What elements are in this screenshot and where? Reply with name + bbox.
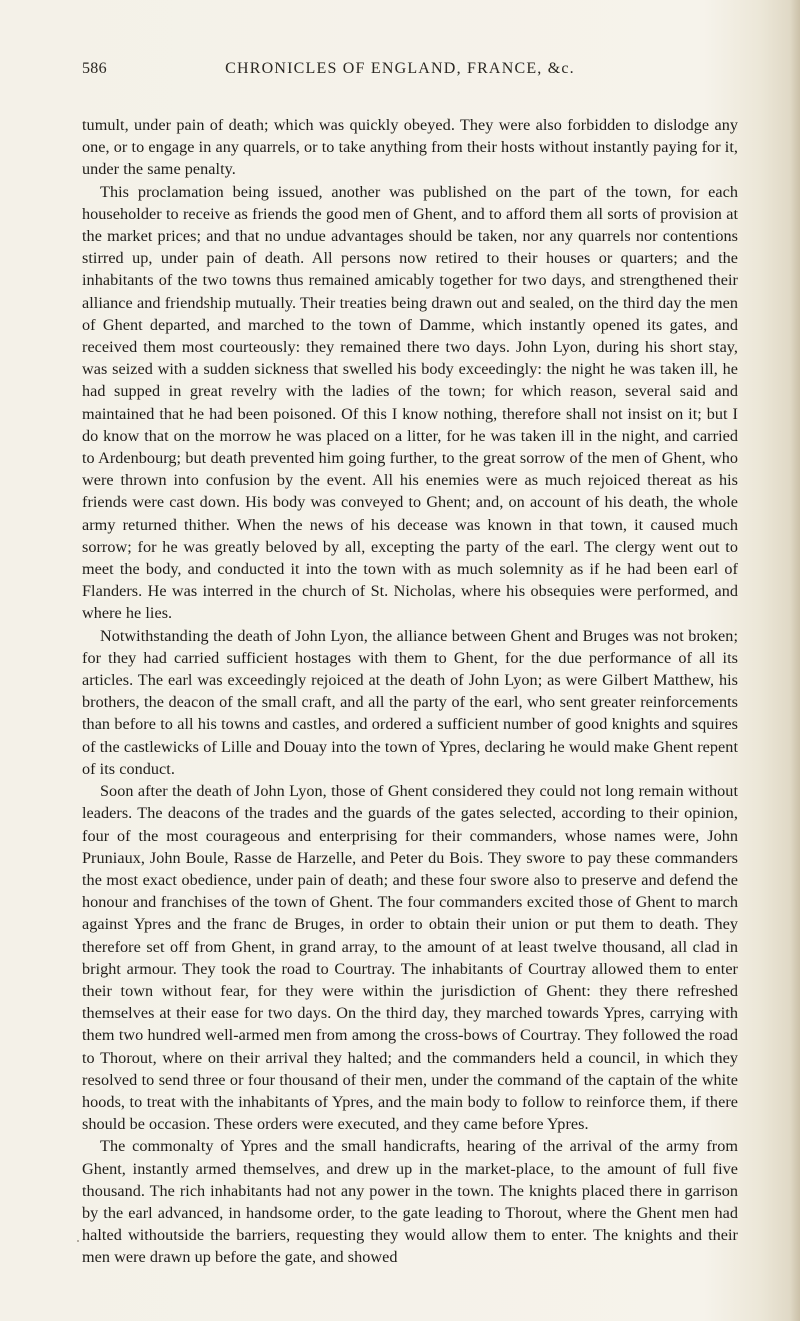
paragraph-4: Soon after the death of John Lyon, those of Ghent considered they could not long remain without leaders. The deacons of the trades and the guards of the gates selected, according to their opinion, four of the most courageous and enterprising for their commanders, whose names were, John Pruniaux, John Boule, Rasse de Harzelle, and Peter du Bois. They swore to pay these commanders the most exact obedience, under pain of death; and these four swore also to preserve and defend the honour and franchises of the town of Ghent. The four commanders excited those of Ghent to march against Ypres and the franc de Bruges, in order to obtain their union or put them to death. They therefore set off from Ghent, in grand array, to the amount of at least twelve thousand, all clad in bright armour. They took the road to Courtray. The inhabitants of Courtray allowed them to enter their town without fear, for they were within the jurisdiction of Ghent: they there refreshed themselves at their ease for two days. On the third day, they marched towards Ypres, carrying with them two hundred well-armed men from among the cross-bows of Courtray. They followed the road to Thorout, where on their arrival they halted; and the commanders held a council, in which they resolved to send three or four thousand of their men, under the command of the captain of the white hoods, to treat with the inhabitants of Ypres, and the main body to follow to reinforce them, if there should be occasion. These orders were executed, and they came before Ypres. xyxy=(82,782,738,1134)
page-edge-shadow xyxy=(790,0,800,1321)
page-header xyxy=(82,60,718,84)
paragraph-1: tumult, under pain of death; which was quickly obeyed. They were also forbidden to dislodge any one, or to engage in any quarrels, or to take anything from their hosts without instantly paying for it, under the same penalty. xyxy=(82,116,738,179)
paragraph-3: Notwithstanding the death of John Lyon, the alliance between Ghent and Bruges was not broken; for they had carried sufficient hostages with them to Ghent, for the due performance of all its articles. The earl was exceedingly rejoiced at the death of John Lyon; as were Gilbert Matthew, his brothers, the deacon of the small craft, and all the party of the earl, who sent greater reinforcements than before to all his towns and castles, and ordered a sufficient number of good knights and squires of the castlewicks of Lille and Douay into the town of Ypres, declaring he would make Ghent repent of its conduct. xyxy=(82,626,738,778)
paper-speck xyxy=(77,1240,79,1242)
page-number: 586 xyxy=(82,60,107,77)
paragraph-2: This proclamation being issued, another was published on the part of the town, for each householder to receive as friends the good men of Ghent, and to afford them all sorts of provision at the market prices; and that no undue advantages should be taken, nor any quarrels nor contentions stirred up, under pain of death. All persons now retired to their houses or quarters; and the inhabitants of the two towns thus remained amicably together for two days, and strengthened their alliance and friendship mutually. Their treaties being drawn out and sealed, on the third day the men of Ghent departed, and marched to the town of Damme, which instantly opened its gates, and received them most courteously: they remained there two days. John Lyon, during his short stay, was seized with a sudden sickness that swelled his body exceedingly: the night he was taken ill, he had supped in great revelry with the ladies of the town; for which reason, several said and maintained that he had been poisoned. Of this I know nothing, therefore shall not insist on it; but I do know that on the morrow he was placed on a litter, for he was taken ill in the night, and carried to Ardenbourg; but death prevented him going further, to the great sorrow of the men of Ghent, who were thrown into confusion by the event. All his enemies were as much rejoiced thereat as his friends were cast down. His body was conveyed to Ghent; and, on account of his death, the whole army returned thither. When the news of his decease was known in that town, it caused much sorrow; for he was greatly beloved by all, excepting the party of the earl. The clergy went out to meet the body, and conducted it into the town with as much solemnity as if he had been earl of Flanders. He was interred in the church of St. Nicholas, where his obsequies were performed, and where he lies. xyxy=(82,182,738,623)
running-head: CHRONICLES OF ENGLAND, FRANCE, &c. xyxy=(225,60,575,77)
paragraph-5: The commonalty of Ypres and the small handicrafts, hearing of the arrival of the army from Ghent, instantly armed themselves, and drew up in the market-place, to the amount of full five thousand. The rich inhabitants had not any power in the town. The knights placed there in garrison by the earl advanced, in handsome order, to the gate leading to Thorout, where the Ghent men had halted withoutside the barriers, requesting they would allow them to enter. The knights and their men were drawn up before the gate, and showed xyxy=(82,1137,738,1267)
body-text xyxy=(82,114,738,1269)
